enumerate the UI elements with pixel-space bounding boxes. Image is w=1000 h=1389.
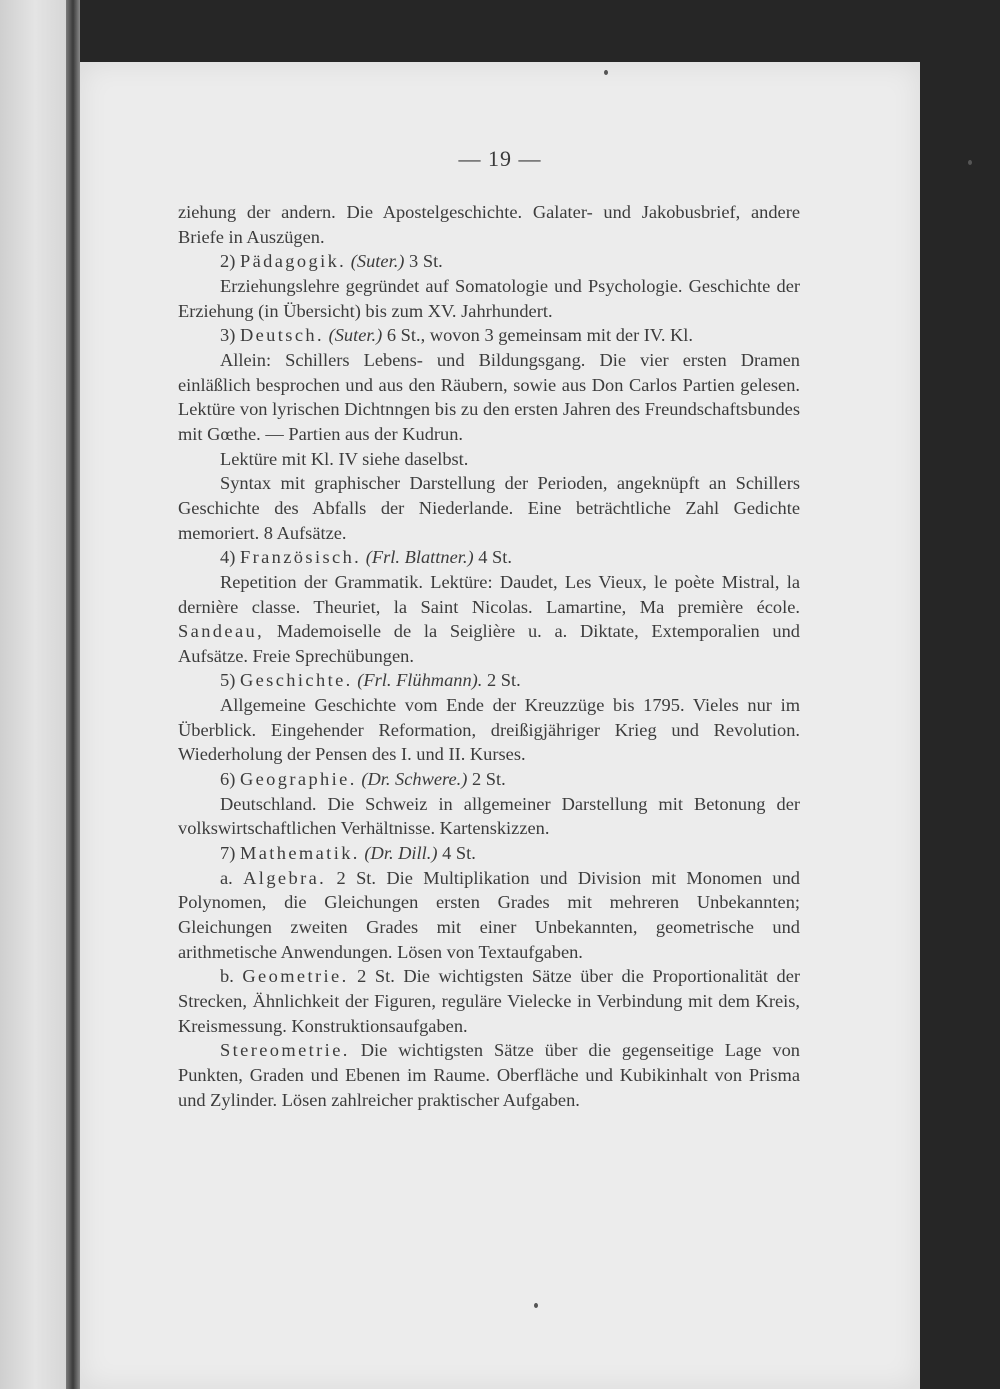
teacher-name: (Dr. Dill.) [364,843,438,864]
hours: 4 St. [478,547,512,568]
section-heading-mathematik [178,841,800,866]
paragraph [178,200,800,249]
paragraph-text: 2 St. Die wichtigsten Sätze über die Proportionalität der Strecken, Ähnlichkeit der Figuren, reguläre Vielecke in Verbindung mit dem Kreis, Kreismessung. Konstruktionsaufgaben. [178,966,800,1036]
paragraph-algebra [178,866,800,965]
paragraph-text: Schillers Lebens- und Bildungsgang. Die vier ersten Dramen einläßlich besprochen und aus den Räubern, sowie aus Don Carlos Partien gelesen. Lektüre von lyrischen Dichtnngen bis zu den ersten Jahren des Freundschaftsbundes mit Gœthe. — Partien aus der Kudrun. [178,349,800,444]
paragraph-text: Erziehungslehre gegründet auf Somatologie und Psychologie. Geschichte der Erziehung (in Übersicht) bis zum XV. Jahrhundert. [178,275,800,321]
teacher-name: (Frl. Flühmann). [357,670,483,691]
subject-name: Deutsch. [239,325,324,346]
paragraph-text: Allgemeine Geschichte vom Ende der Kreuzzüge bis 1795. Vieles nur im Überblick. Eingehender Reformation, dreißigjähriger Krieg und Revolution. Wiederholung der Pensen des I. und II. Kurses. [178,695,800,765]
teacher-name: (Frl. Blattner.) [365,547,474,568]
page-number: — 19 — [458,146,542,171]
book-gutter [66,0,80,1389]
paragraph [178,348,800,447]
subject-name: Geometrie. [242,966,349,987]
section-number: b. [220,966,234,987]
subject-name: Französisch. [239,547,362,568]
subject-name: Mathematik. [239,843,360,864]
subject-name: Geographie. [239,769,357,790]
paragraph-text: Syntax mit graphischer Darstellung der Perioden, angeknüpft an Schillers Geschichte des Abfalls der Niederlande. Eine beträchtliche Zahl Gedichte memoriert. 8 Aufsätze. [178,473,800,543]
section-heading-franzoesisch [178,545,800,570]
teacher-name: (Suter.) [328,325,383,346]
hours: 6 St., wovon 3 gemeinsam mit der IV. Kl. [386,325,694,346]
paragraph [178,693,800,767]
paragraph-text: Lektüre mit Kl. IV siehe daselbst. [220,448,469,469]
subject-name: Pädagogik. [239,251,347,272]
ink-speck [604,70,608,75]
paragraph [178,570,800,669]
section-number: 5) [220,670,236,691]
paragraph [178,274,800,323]
paragraph-text: Mademoiselle de la Seiglière u. a. Diktate, Extemporalien und Aufsätze. Freie Sprechübungen. [178,621,800,666]
paragraph-text: Deutschland. Die Schweiz in allgemeiner Darstellung mit Betonung der volkswirtschaftlichen Verhältnisse. Kartenskizzen. [178,793,800,839]
paragraph [178,447,800,472]
hours: 2 St. [487,670,521,691]
scan-background-top [80,0,920,62]
paragraph-text: 2 St. Die Multiplikation und Division mit Monomen und Polynomen, die Gleichungen ersten Grades mit mehreren Unbekannten; Gleichungen zweiten Grades mit einer Unbekannten, geometrische und arithmetische Anwendungen. Lösen von Textaufgaben. [178,867,800,962]
body-text [178,200,800,1112]
scan-background-right [920,0,1000,1389]
teacher-name: (Suter.) [350,251,405,272]
hours: 3 St. [409,251,443,272]
paragraph-stereometrie [178,1038,800,1112]
ink-speck [534,1303,538,1308]
author-name: Sandeau, [178,621,265,642]
subject-name: Geschichte. [239,670,353,691]
paragraph [178,471,800,545]
paragraph-text: ziehung der andern. Die Apostelgeschichte. Galater- und Jakobusbrief, andere Briefe in Auszügen. [178,202,800,247]
section-number: 3) [220,325,236,346]
paragraph-text: Die wichtigsten Sätze über die gegenseitige Lage von Punkten, Graden und Ebenen im Raume. Oberfläche und Kubikinhalt von Prisma und Zylinder. Lösen zahlreicher praktischer Aufgaben. [178,1040,800,1110]
hours: 4 St. [442,843,476,864]
paragraph-geometrie [178,964,800,1038]
paragraph-text: Repetition der Grammatik. Lektüre: Daudet, Les Vieux, le poète Mistral, la dernière classe. Theuriet, la Saint Nicolas. Lamartine, Ma première école. [178,571,800,617]
paragraph-lead: Allein: [220,349,272,370]
hours: 2 St. [472,769,506,790]
section-number: 2) [220,251,236,272]
section-number: 7) [220,843,236,864]
section-number: a. [220,867,233,888]
section-number: 6) [220,769,236,790]
subject-name: Stereometrie. [220,1040,350,1061]
section-number: 4) [220,547,236,568]
section-heading-deutsch [178,323,800,348]
section-heading-paedagogik [178,249,800,274]
section-heading-geschichte [178,668,800,693]
section-heading-geographie [178,767,800,792]
subject-name: Algebra. [243,867,327,888]
paragraph [178,792,800,841]
teacher-name: (Dr. Schwere.) [361,769,468,790]
